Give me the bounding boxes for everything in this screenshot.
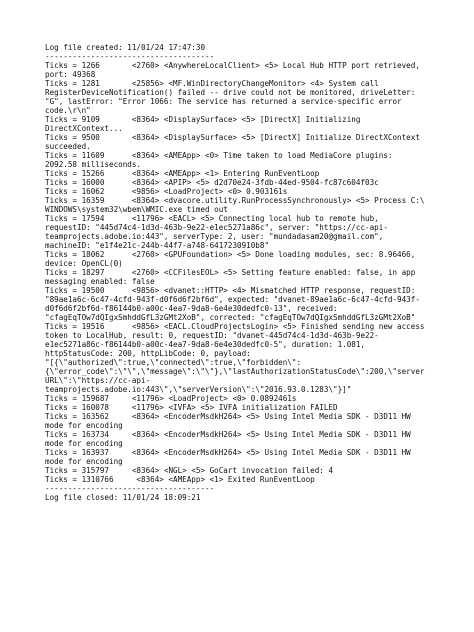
log-line: Ticks = 15266 <8364> <AMEApp> <1> Entering RunEventLoop [45, 169, 320, 178]
log-line: Ticks = 1266 <2760> <AnywhereLocalClient> <5> Local Hub HTTP port retrieved, [45, 61, 420, 70]
log-line: Ticks = 11609 <8364> <AMEApp> <0> Time taken to load MediaCore plugins: [45, 151, 393, 160]
log-line: "cfagEqTOw7dQIgxSmhddGfL3zGMt2XoB", corrected: "cfagEqTOw7dQIgxSmhddGfL3zGMt2XoB" [45, 313, 416, 322]
log-line: httpStatusCode: 200, httpLibCode: 0, payload: [45, 349, 251, 358]
log-line: Ticks = 9109 <8364> <DisplaySurface> <5> [DirectX] Initializing [45, 115, 361, 124]
log-line: mode for encoding [45, 421, 123, 430]
log-line: RegisterDeviceNotification() failed -- drive could not be monitored, driveLetter: [45, 88, 416, 97]
log-line: Ticks = 1310766 <8364> <AMEApp> <1> Exited RunEventLoop [45, 475, 315, 484]
log-document [45, 43, 465, 502]
log-line: succeeded. [45, 142, 91, 151]
log-line: Ticks = 163734 <8364> <EncoderMsdkH264> <5> Using Intel Media SDK - D3D11 HW [45, 430, 411, 439]
log-line: requestID: "445d74c4-1d3d-463b-9e22-e1ec5271a86c", server: "https://cc-api- [45, 223, 388, 232]
log-line: Ticks = 163562 <8364> <EncoderMsdkH264> <5> Using Intel Media SDK - D3D11 HW [45, 412, 411, 421]
log-line: Ticks = 16000 <8364> <APIP> <5> d2d70e24-3fdb-44ed-9504-fc87c604f03c [45, 178, 379, 187]
log-line: e1ec5271a86c-f86144b0-a00c-4ea7-9da8-6e4e30dedfc0-5", duration: 1.081, [45, 340, 366, 349]
log-line: Ticks = 160078 <11796> <IVFA> <5> IVFA initialization FAILED [45, 403, 338, 412]
log-line: Ticks = 17594 <11796> <EACL> <5> Connecting local hub to remote hub, [45, 214, 379, 223]
log-entries [45, 61, 465, 484]
log-line: Ticks = 18297 <2760> <CCFilesEOL> <5> Setting feature enabled: false, in app [45, 268, 416, 277]
log-line: Ticks = 19500 <9856> <dvanet::HTTP> <4> Mismatched HTTP response, requestID: [45, 286, 416, 295]
log-line: {\"error_code\":\"\",\"message\":\"\"},\"lastAuthorizationStatusCode\":200,\"server [45, 367, 425, 376]
log-line: Ticks = 163937 <8364> <EncoderMsdkH264> <5> Using Intel Media SDK - D3D11 HW [45, 448, 411, 457]
log-header: Log file created: 11/01/24 17:47:30 [45, 43, 206, 52]
log-line: messaging enabled: false [45, 277, 155, 286]
log-line: WINDOWS\system32\wbem\WMIC.exe timed out [45, 205, 228, 214]
log-line: URL\":\"https://cc-api- [45, 376, 151, 385]
log-line: mode for encoding [45, 457, 123, 466]
log-line: Ticks = 1281 <25856> <MF.WinDirectoryChangeMonitor> <4> System call [45, 79, 379, 88]
log-line: token to LocalHub, result: 0, requestID: "dvanet-445d74c4-1d3d-463b-9e22- [45, 331, 379, 340]
log-line: "[{\"authorized\":true,\"connected\":true,\"forbidden\": [45, 358, 302, 367]
log-line: code.\r\n" [45, 106, 91, 115]
log-line: Ticks = 16062 <9856> <LoadProject> <0> 0.903161s [45, 187, 288, 196]
log-line: DirectXContext... [45, 124, 123, 133]
log-line: "89ae1a6c-6c47-4cfd-943f-d0f6d6f2bf6d", expected: "dvanet-89ae1a6c-6c47-4cfd-943f- [45, 295, 420, 304]
log-line: Ticks = 315797 <8364> <NGL> <5> GoCart invocation failed: 4 [45, 466, 334, 475]
log-line: d0f6d6f2bf6d-f86144b0-a00c-4ea7-9da8-6e4e30dedfc0-13", received: [45, 304, 338, 313]
log-footer: Log file closed: 11/01/24 18:09:21 [45, 493, 201, 502]
separator-top: ------------------------------------- [45, 52, 215, 61]
log-line: teamprojects.adobe.io:443", serverType: 2, user: "mundadasam20@gmail.com", [45, 232, 384, 241]
log-line: device: OpenCL(0) [45, 259, 123, 268]
separator-bottom: ------------------------------------- [45, 484, 215, 493]
log-line: 2092.58 milliseconds. [45, 160, 142, 169]
log-line: teamprojects.adobe.io:443\",\"serverVersion\":\"2016.93.0.1283\"}]" [45, 385, 352, 394]
log-line: Ticks = 18062 <2760> <GPUFoundation> <5> Done loading modules, sec: 8.96466, [45, 250, 416, 259]
log-line: Ticks = 19516 <9856> <EACL.CloudProjectsLogin> <5> Finished sending new access [45, 322, 425, 331]
log-line: Ticks = 159687 <11796> <LoadProject> <0> 0.0892461s [45, 394, 297, 403]
log-line: "G", lastError: "Error 1066: The service has returned a service-specific error [45, 97, 402, 106]
log-line: Ticks = 16359 <8364> <dvacore.utility.RunProcessSynchronously> <5> Process C:\ [45, 196, 425, 205]
log-line: port: 49368 [45, 70, 96, 79]
log-line: machineID: "e1f4e21c-244b-44f7-a748-6417230910b8" [45, 241, 270, 250]
log-line: mode for encoding [45, 439, 123, 448]
log-line: Ticks = 9500 <8364> <DisplaySurface> <5> [DirectX] Initialize DirectXContext [45, 133, 420, 142]
